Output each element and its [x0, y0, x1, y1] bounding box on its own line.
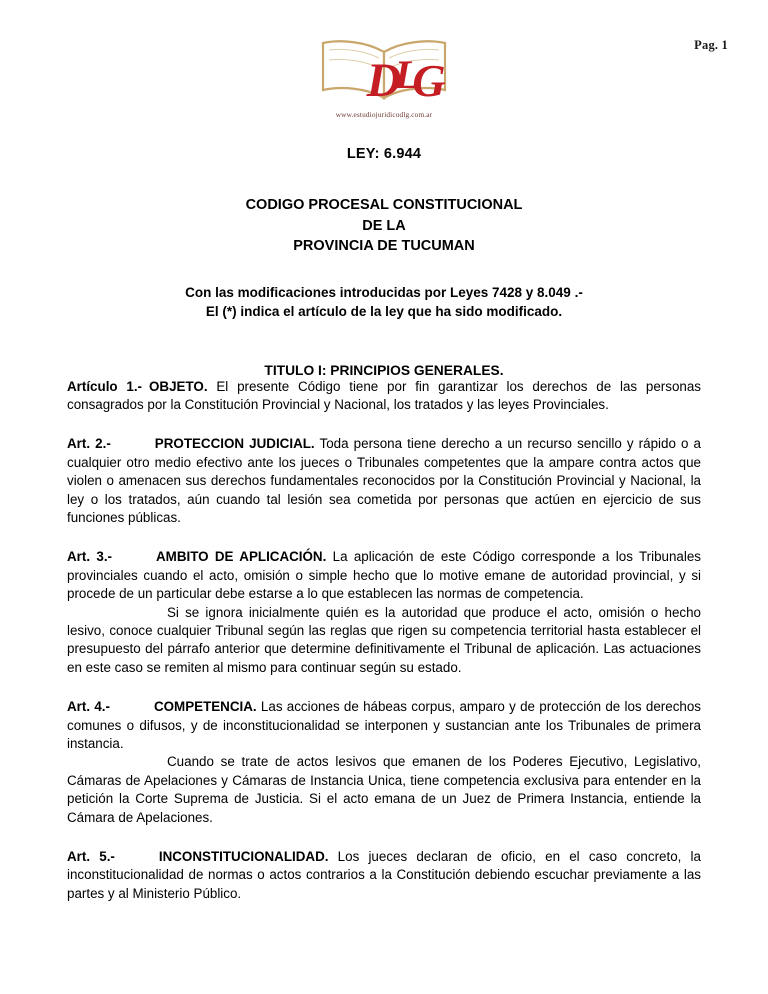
svg-text:G: G [412, 55, 446, 106]
article-2-body: Toda persona tiene derecho a un recurso sencillo y rápido o a cualquier otro medio efectivo ante los jueces o Tribunales competentes que la ampare contra actos que violen o amenacen sus derechos fundamentales reconocidos por la Constitución Provincial y Nacional, la ley o los tratados, aún cuando tal lesión sea cometida por personas que actúen en ejercicio de sus funciones públicas. [67, 436, 701, 525]
article-3-body: La aplicación de este Código corresponde a los Tribunales provinciales cuando el acto, omisión o simple hecho que lo motive emane de autoridad provincial, y si procede de un particular debe estarse a lo que establecen las normas de competencia. [67, 549, 701, 602]
section-heading: TITULO I: PRINCIPIOS GENERALES. [264, 362, 504, 378]
article-1-label: Artículo 1.- [67, 378, 143, 394]
document-subtitle [0, 283, 768, 321]
svg-text:L: L [394, 52, 420, 97]
book-monogram-icon [289, 30, 479, 112]
article-4-heading: COMPETENCIA. [153, 699, 257, 715]
article-5-heading: INCONSTITUCIONALIDAD. [158, 849, 329, 865]
firm-website-url: www.estudiojuridicodlg.com.ar [335, 110, 433, 119]
article-4-body: Las acciones de hábeas corpus, amparo y de protección de los derechos comunes o difusos, y de inconstitucionalidad se interponen y sustancian ante los Tribunales de primera instancia. [67, 699, 701, 751]
document-title-line-1: CODIGO PROCESAL CONSTITUCIONAL [245, 197, 523, 213]
subtitle-line-2: El (*) indica el artículo de la ley que ha sido modificado. [205, 303, 563, 319]
article-1-heading: OBJETO. [149, 378, 208, 394]
article-1 [67, 378, 701, 415]
document-title [0, 195, 768, 257]
document-body [67, 378, 701, 904]
article-2-heading: PROTECCION JUDICIAL. [154, 436, 315, 452]
article-4 [67, 698, 701, 753]
article-3-label: Art. 3.- [67, 549, 112, 565]
article-3-heading: AMBITO DE APLICACIÓN. [156, 549, 327, 565]
document-title-line-3: PROVINCIA DE TUCUMAN [293, 238, 475, 254]
article-3 [67, 548, 701, 603]
article-1-body: El presente Código tiene por fin garantizar los derechos de las personas consagrados por la Constitución Provincial y Nacional, los tratados y las leyes Provinciales. [67, 378, 701, 412]
article-3-paragraph-2: Si se ignora inicialmente quién es la autoridad que produce el acto, omisión o hecho lesivo, conoce cualquier Tribunal según las reglas que rigen su competencia territorial hasta establecer el presupuesto del párrafo anterior que determine definitivamente el Tribunal de aplicación. Las actuaciones en este caso se remiten al mismo para continuar según su estado. [67, 604, 701, 675]
law-number: LEY: 6.944 [346, 146, 422, 162]
article-5 [67, 848, 701, 903]
article-5-label: Art. 5.- [67, 849, 115, 865]
firm-logo [289, 30, 479, 130]
article-2 [67, 435, 701, 527]
page-header [0, 0, 768, 130]
article-4-paragraph-2: Cuando se trate de actos lesivos que emanen de los Poderes Ejecutivo, Legislativo, Cámaras de Apelaciones y Cámaras de Instancia Unica, tiene competencia exclusiva para entender en la petición la Corte Suprema de Justicia. Si el acto emana de un Juez de Primera Instancia, entiende la Cámara de Apelaciones. [67, 754, 701, 825]
subtitle-line-1: Con las modificaciones introducidas por Leyes 7428 y 8.049 .- [185, 284, 583, 300]
svg-text:D: D [366, 54, 402, 107]
article-4-label: Art. 4.- [67, 699, 110, 715]
article-2-label: Art. 2.- [67, 436, 111, 452]
article-5-body: Los jueces declaran de oficio, en el caso concreto, la inconstitucionalidad de normas o actos contrarios a la Constitución debiendo escuchar previamente a las partes y al Ministerio Público. [67, 849, 701, 901]
document-title-line-2: DE LA [362, 217, 406, 234]
page-number-marker: Pag. 1 [694, 38, 728, 52]
